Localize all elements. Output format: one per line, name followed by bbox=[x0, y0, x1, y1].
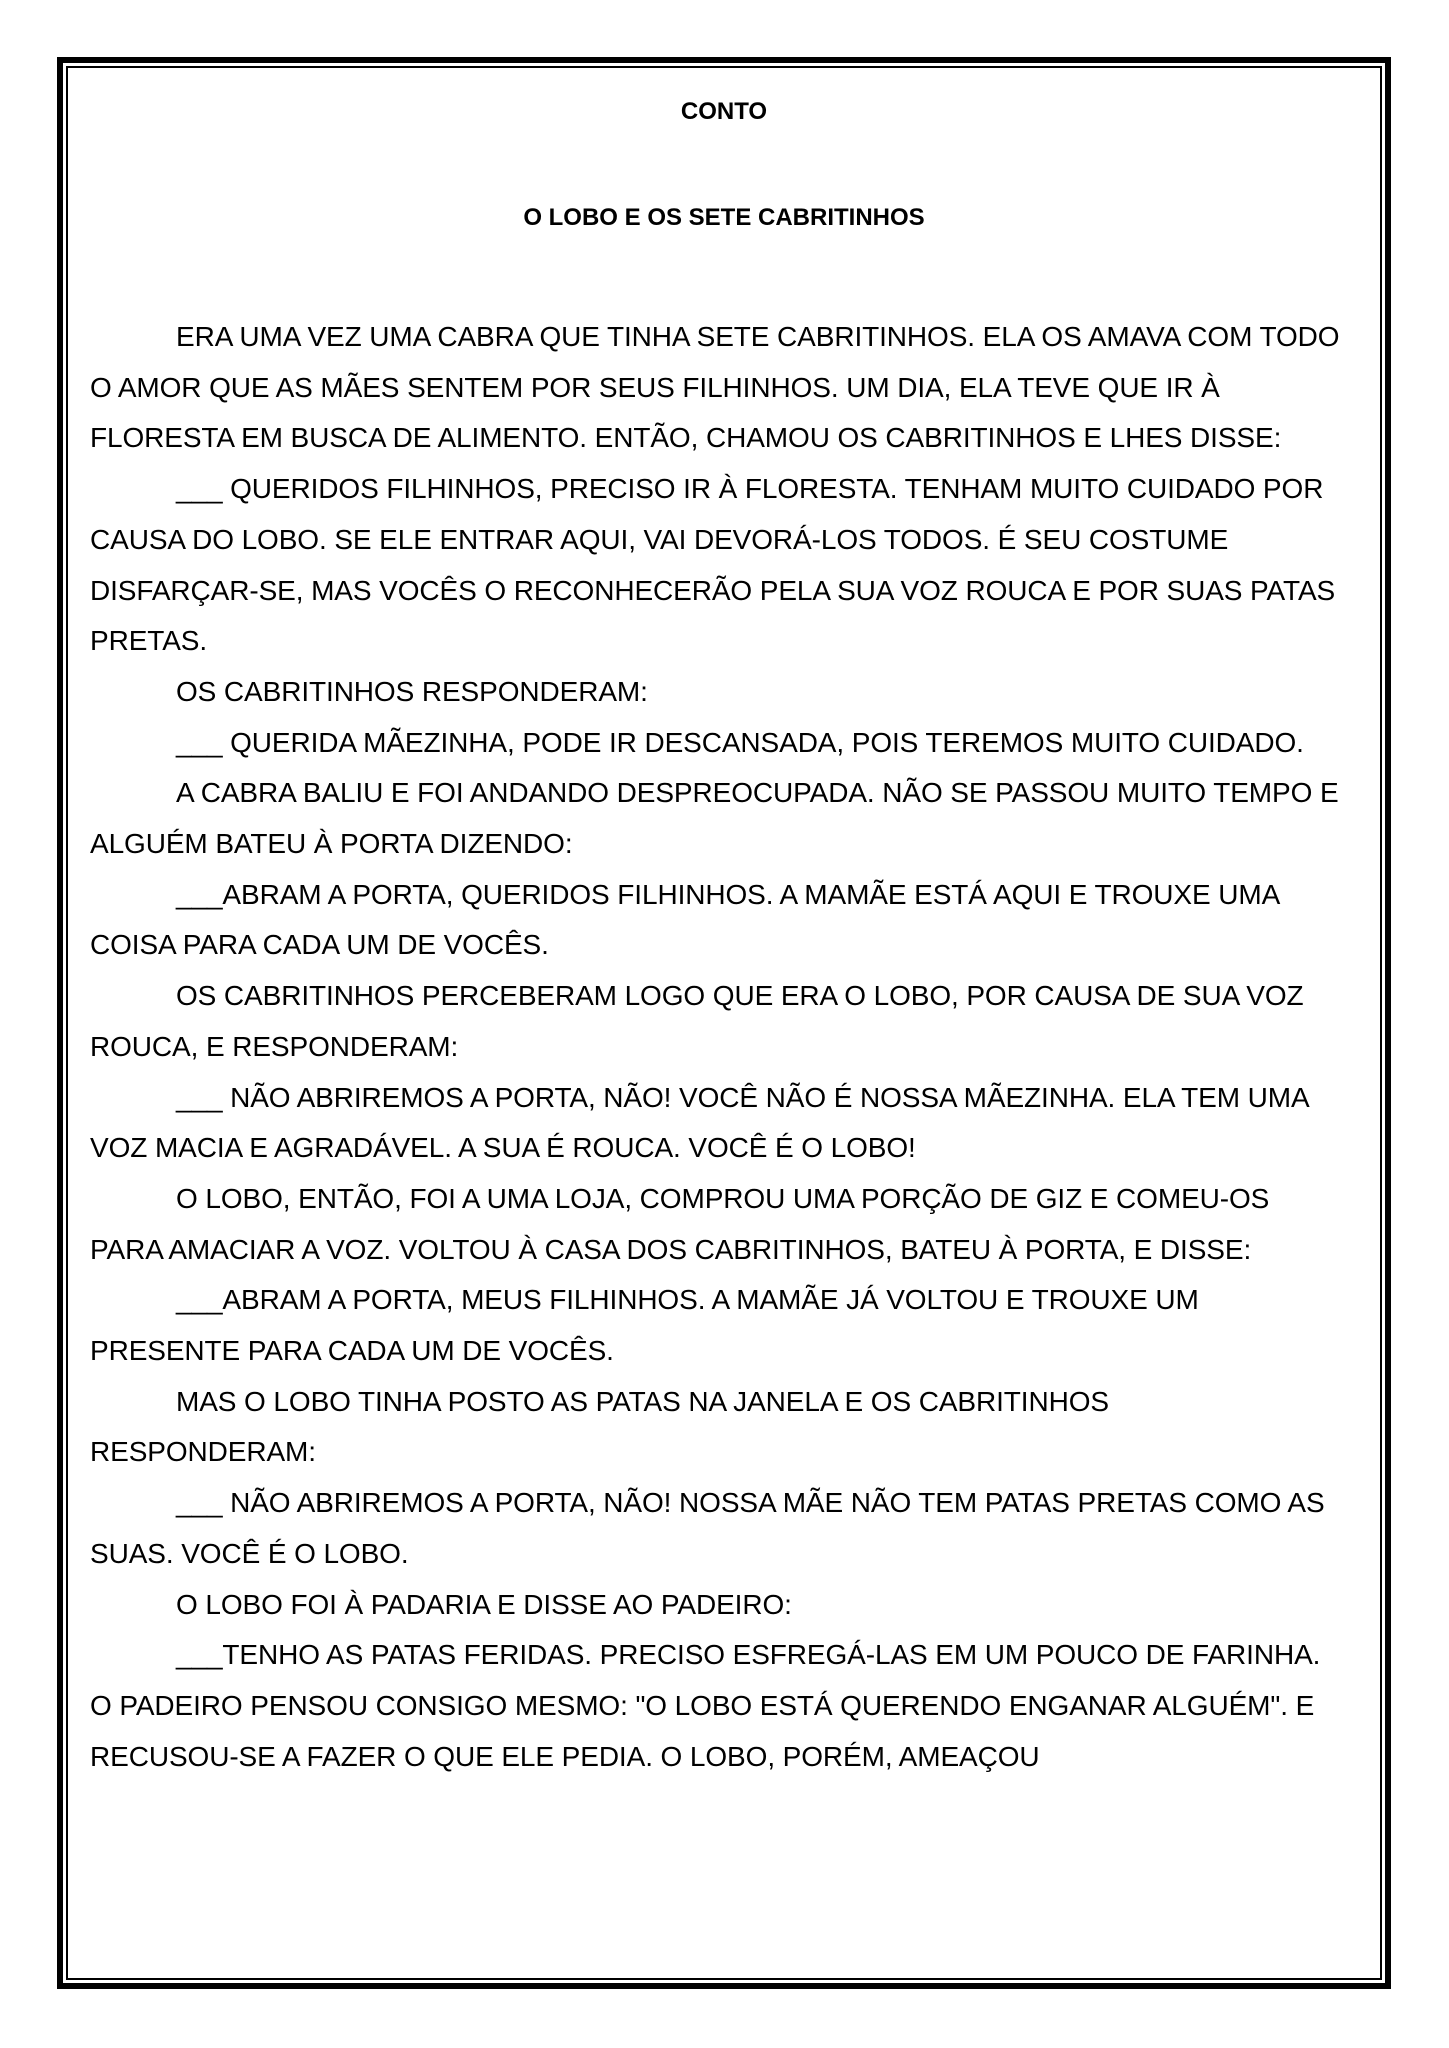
paragraph: ERA UMA VEZ UMA CABRA QUE TINHA SETE CABRITINHOS. ELA OS AMAVA COM TODO O AMOR QUE AS MÃES SENTEM POR SEUS FILHINHOS. UM DIA, ELA TEVE QUE IR À FLORESTA EM BUSCA DE ALIMENTO. ENTÃO, CHAMOU OS CABRITINHOS E LHES DISSE: bbox=[90, 321, 1340, 454]
story-body bbox=[90, 312, 1340, 1782]
story-title: O LOBO E OS SETE CABRITINHOS bbox=[523, 204, 925, 231]
genre-label: CONTO bbox=[680, 98, 768, 125]
paragraph: ___ QUERIDOS FILHINHOS, PRECISO IR À FLORESTA. TENHAM MUITO CUIDADO POR CAUSA DO LOBO. SE ELE ENTRAR AQUI, VAI DEVORÁ-LOS TODOS. É SEU COSTUME DISFARÇAR-SE, MAS VOCÊS O RECONHECERÃO PELA SUA VOZ ROUCA E POR SUAS PATAS PRETAS. bbox=[90, 473, 1336, 657]
paragraph: ___ QUERIDA MÃEZINHA, PODE IR DESCANSADA, POIS TEREMOS MUITO CUIDADO. bbox=[176, 726, 1304, 758]
page-border-outer bbox=[57, 57, 1391, 1989]
paragraph: ___ABRAM A PORTA, MEUS FILHINHOS. A MAMÃE JÁ VOLTOU E TROUXE UM PRESENTE PARA CADA UM DE VOCÊS. bbox=[90, 1284, 1199, 1367]
paragraph: OS CABRITINHOS PERCEBERAM LOGO QUE ERA O LOBO, POR CAUSA DE SUA VOZ ROUCA, E RESPONDERAM: bbox=[90, 980, 1304, 1062]
paragraph: A CABRA BALIU E FOI ANDANDO DESPREOCUPADA. NÃO SE PASSOU MUITO TEMPO E ALGUÉM BATEU À PORTA DIZENDO: bbox=[90, 777, 1339, 860]
paragraph: ___ NÃO ABRIREMOS A PORTA, NÃO! NOSSA MÃE NÃO TEM PATAS PRETAS COMO AS SUAS. VOCÊ É O LOBO. bbox=[90, 1487, 1325, 1569]
paragraph: OS CABRITINHOS RESPONDERAM: bbox=[176, 675, 648, 707]
paragraph: ___TENHO AS PATAS FERIDAS. PRECISO ESFREGÁ-LAS EM UM POUCO DE FARINHA. O PADEIRO PENSOU CONSIGO MESMO: "O LOBO ESTÁ QUERENDO ENGANAR ALGUÉM". E RECUSOU-SE A FAZER O QUE ELE PEDIA. O LOBO, PORÉM, AMEAÇOU bbox=[90, 1639, 1321, 1772]
page-border-inner bbox=[66, 66, 1382, 1980]
paragraph: O LOBO, ENTÃO, FOI A UMA LOJA, COMPROU UMA PORÇÃO DE GIZ E COMEU-OS PARA AMACIAR A VOZ. VOLTOU À CASA DOS CABRITINHOS, BATEU À PORTA, E DISSE: bbox=[90, 1182, 1270, 1265]
paragraph: O LOBO FOI À PADARIA E DISSE AO PADEIRO: bbox=[176, 1588, 792, 1620]
paragraph: ___ABRAM A PORTA, QUERIDOS FILHINHOS. A MAMÃE ESTÁ AQUI E TROUXE UMA COISA PARA CADA UM DE VOCÊS. bbox=[90, 878, 1279, 961]
paragraph: MAS O LOBO TINHA POSTO AS PATAS NA JANELA E OS CABRITINHOS RESPONDERAM: bbox=[90, 1385, 1109, 1468]
paragraph: ___ NÃO ABRIREMOS A PORTA, NÃO! VOCÊ NÃO É NOSSA MÃEZINHA. ELA TEM UMA VOZ MACIA E AGRADÁVEL. A SUA É ROUCA. VOCÊ É O LOBO! bbox=[90, 1081, 1308, 1164]
